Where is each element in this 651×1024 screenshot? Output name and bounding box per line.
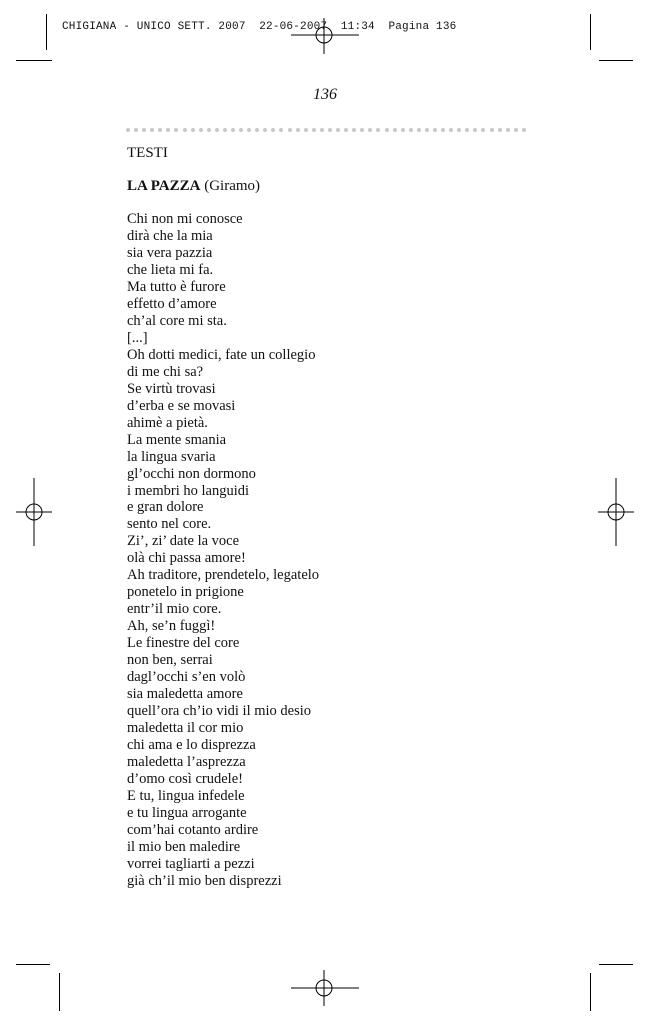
poem-line: entr’il mio core. xyxy=(127,601,222,618)
poem-line: Ah, se’n fuggì! xyxy=(127,618,216,635)
poem-line: [...] xyxy=(127,329,148,346)
crop-mark-bottom-right-horizontal xyxy=(599,964,633,965)
poem-title xyxy=(127,178,260,195)
crop-mark-bottom-right-vertical xyxy=(590,973,591,1011)
registration-mark-bottom xyxy=(291,970,359,1006)
poem-line: sia maledetta amore xyxy=(127,686,243,703)
crop-mark-top-left-vertical xyxy=(46,14,47,50)
printer-slug-line: CHIGIANA - UNICO SETT. 2007 22-06-2007 11:34 Pagina 136 xyxy=(62,21,457,33)
poem-line: di me chi sa? xyxy=(127,363,204,380)
poem-line: Chi non mi conosce xyxy=(127,211,243,227)
poem-line: che lieta mi fa. xyxy=(127,261,214,278)
poem-title-author: (Giramo) xyxy=(200,178,261,194)
poem-line: maledetta l’asprezza xyxy=(127,754,246,770)
poem-line: E tu, lingua infedele xyxy=(127,787,245,804)
crop-mark-top-right-vertical xyxy=(590,14,591,50)
page-number: 136 xyxy=(313,86,337,103)
poem-line: La mente smania xyxy=(127,431,227,448)
poem-line: Ah traditore, prendetelo, legatelo xyxy=(127,567,320,584)
poem-line: Oh dotti medici, fate un collegio xyxy=(127,346,316,363)
poem-line: quell’ora ch’io vidi il mio desio xyxy=(127,703,312,720)
poem-line: effetto d’amore xyxy=(127,295,217,312)
poem-line: dirà che la mia xyxy=(127,227,213,244)
poem-line: maledetta il cor mio xyxy=(127,720,244,737)
poem-title-bold: LA PAZZA xyxy=(127,178,201,194)
poem-line: Zi’, zi’ date la voce xyxy=(127,533,240,550)
poem-line: olà chi passa amore! xyxy=(127,550,246,567)
poem-line: i membri ho languidi xyxy=(127,482,250,499)
registration-mark-right xyxy=(598,478,634,546)
poem-line: la lingua svaria xyxy=(127,448,216,465)
poem-line: ponetelo in prigione xyxy=(127,584,244,601)
poem-line: com’hai cotanto ardire xyxy=(127,821,259,838)
registration-mark-left xyxy=(16,478,52,546)
poem-line: sia vera pazzia xyxy=(127,244,213,261)
poem-line: sento nel core. xyxy=(127,516,212,533)
crop-mark-bottom-left-vertical xyxy=(59,973,60,1011)
poem-line: già ch’il mio ben disprezzi xyxy=(127,872,282,889)
section-heading: TESTI xyxy=(127,145,168,161)
poem-line: ahimè a pietà. xyxy=(127,414,208,431)
poem-line: Ma tutto è furore xyxy=(127,278,226,295)
poem-line: Le finestre del core xyxy=(127,635,240,652)
crop-mark-top-left-horizontal xyxy=(16,60,52,61)
crop-mark-top-right-horizontal xyxy=(599,60,633,61)
poem-text xyxy=(127,211,319,890)
poem-line: e gran dolore xyxy=(127,499,204,516)
poem-line: Se virtù trovasi xyxy=(127,380,216,397)
poem-line: gl’occhi non dormono xyxy=(127,465,256,482)
poem-line: non ben, serrai xyxy=(127,652,213,669)
poem-line: chi ama e lo disprezza xyxy=(127,737,256,754)
poem-line: d’omo così crudele! xyxy=(127,770,243,787)
poem-line: e tu lingua arrogante xyxy=(127,804,247,821)
poem-line: dagl’occhi s’en volò xyxy=(127,669,246,686)
dotted-rule xyxy=(126,128,526,132)
poem-line: ch’al core mi sta. xyxy=(127,312,227,329)
crop-mark-bottom-left-horizontal xyxy=(16,964,50,965)
poem-line: il mio ben maledire xyxy=(127,838,241,855)
poem-line: vorrei tagliarti a pezzi xyxy=(127,855,255,872)
poem-line: d’erba e se movasi xyxy=(127,397,236,414)
